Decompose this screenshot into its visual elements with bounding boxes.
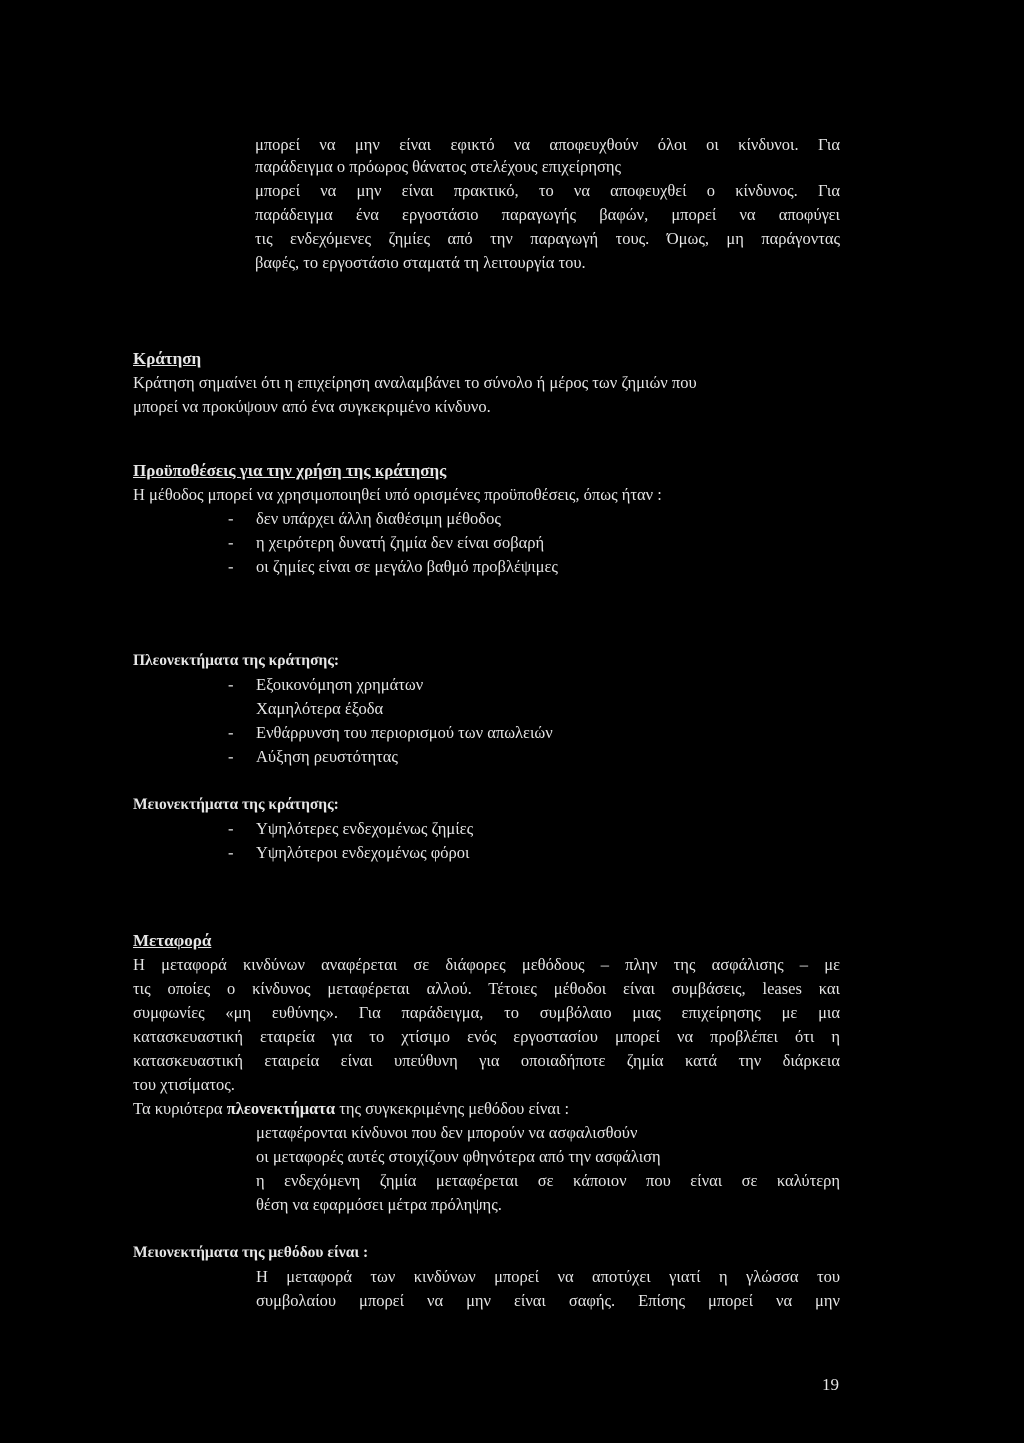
transfer-advantages-suffix: της συγκεκριμένης μεθόδου είναι : [335,1099,570,1118]
retention-line: μπορεί να προκύψουν από ένα συγκεκριμένο κίνδυνο. [133,397,491,416]
advantages-item: Αύξηση ρευστότητας [256,747,398,766]
transfer-line: κατασκευαστική εταιρεία για το χτίσιμο ενός εργοστασίου μπορεί να προβλέπει ότι η [133,1027,840,1046]
transfer-disadvantages-heading: Μειονεκτήματα της μεθόδου είναι : [133,1244,369,1261]
transfer-line: τις οποίες ο κίνδυνος μεταφέρεται αλλού. Τέτοιες μέθοδοι είναι συμβάσεις, leases και [133,979,840,998]
list-dash: - [228,819,234,838]
transfer-advantages-intro [133,1099,569,1119]
intro-line: παράδειγμα ένα εργοστάσιο παραγωγής βαφών, μπορεί να αποφύγει [255,205,840,224]
disadvantages-item: Υψηλότερες ενδεχομένως ζημίες [256,819,474,838]
conditions-heading: Προϋποθέσεις για την χρήση της κράτησης [133,461,447,480]
advantages-item: Εξοικονόμηση χρημάτων [256,675,424,694]
retention-line: Κράτηση σημαίνει ότι η επιχείρηση αναλαμβάνει το σύνολο ή μέρος των ζημιών που [133,373,697,392]
transfer-line: Η μεταφορά κινδύνων αναφέρεται σε διάφορες μεθόδους – πλην της ασφάλισης – με [133,955,840,974]
transfer-advantage-item: μεταφέρονται κίνδυνοι που δεν μπορούν να ασφαλισθούν [256,1123,638,1142]
advantages-item: Ενθάρρυνση του περιορισμού των απωλειών [256,723,553,742]
list-dash: - [228,843,234,862]
list-dash: - [228,675,234,694]
advantages-item: Χαμηλότερα έξοδα [256,699,384,718]
intro-line: τις ενδεχόμενες ζημίες από την παραγωγή τους. Όμως, μη παράγοντας [255,229,840,248]
transfer-line: συμφωνίες «μη ευθύνης». Για παράδειγμα, το συμβόλαιο μιας επιχείρησης με μια [133,1003,840,1022]
transfer-disadvantage-line: Η μεταφορά των κινδύνων μπορεί να αποτύχει γιατί η γλώσσα του [256,1267,840,1286]
transfer-advantages-bold: πλεονεκτήματα [226,1099,336,1118]
transfer-advantage-item: οι μεταφορές αυτές στοιχίζουν φθηνότερα από την ασφάλιση [256,1147,661,1166]
list-dash: - [228,509,234,528]
retention-heading: Κράτηση [133,349,202,368]
conditions-item: οι ζημίες είναι σε μεγάλο βαθμό προβλέψιμες [256,557,558,576]
intro-line: βαφές, το εργοστάσιο σταματά τη λειτουργία του. [255,253,586,272]
transfer-heading: Μεταφορά [133,931,212,950]
intro-line: μπορεί να μην είναι πρακτικό, το να αποφευχθεί ο κίνδυνος. Για [255,181,840,200]
disadvantages-heading: Μειονεκτήματα της κράτησης: [133,796,339,813]
page-number: 19 [822,1375,839,1394]
list-dash: - [228,747,234,766]
conditions-item: η χειρότερη δυνατή ζημία δεν είναι σοβαρή [256,533,545,552]
transfer-advantages-prefix: Τα κυριότερα [133,1099,227,1118]
intro-line: παράδειγμα ο πρόωρος θάνατος στελέχους επιχείρησης [255,157,622,176]
list-dash: - [228,723,234,742]
intro-line: μπορεί να μην είναι εφικτό να αποφευχθούν όλοι οι κίνδυνοι. Για [255,135,840,154]
list-dash: - [228,533,234,552]
transfer-advantage-item: η ενδεχόμενη ζημία μεταφέρεται σε κάποιον που είναι σε καλύτερη [256,1171,840,1190]
transfer-disadvantage-line: συμβολαίου μπορεί να μην είναι σαφής. Επίσης μπορεί να μην [256,1291,840,1310]
advantages-heading: Πλεονεκτήματα της κράτησης: [133,652,340,669]
disadvantages-item: Υψηλότεροι ενδεχομένως φόροι [256,843,470,862]
transfer-advantage-item: θέση να εφαρμόσει μέτρα πρόληψης. [256,1195,502,1214]
conditions-intro: Η μέθοδος μπορεί να χρησιμοποιηθεί υπό ορισμένες προϋποθέσεις, όπως ήταν : [133,485,662,504]
transfer-line: του χτισίματος. [133,1075,235,1094]
conditions-item: δεν υπάρχει άλλη διαθέσιμη μέθοδος [256,509,501,528]
transfer-line: κατασκευαστική εταιρεία είναι υπεύθυνη για οποιαδήποτε ζημία κατά την διάρκεια [133,1051,840,1070]
list-dash: - [228,557,234,576]
